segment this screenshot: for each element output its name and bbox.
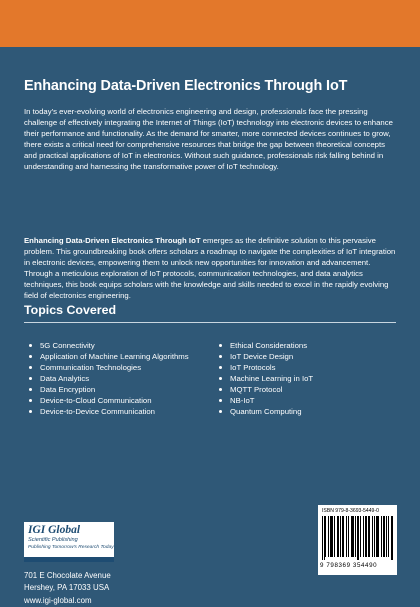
publisher-logo <box>24 522 114 562</box>
barcode-bar <box>358 516 359 560</box>
bullet-icon <box>219 344 222 347</box>
barcode-bar <box>360 516 361 557</box>
barcode-bar <box>369 516 370 557</box>
isbn-label: ISBN 979-8-3693-5449-0 <box>322 508 379 514</box>
barcode-bar <box>368 516 369 557</box>
barcode-bar <box>324 516 325 560</box>
topic-label: Machine Learning in IoT <box>230 374 314 384</box>
barcode-bar <box>365 516 366 557</box>
topic-item <box>29 362 214 373</box>
barcode-bar <box>383 516 384 557</box>
barcode-bar <box>366 516 367 557</box>
topic-label: Communication Technologies <box>40 363 142 373</box>
address-street: 701 E Chocolate Avenue <box>24 571 111 580</box>
logo-name: IGI Global <box>28 524 81 536</box>
barcode-bar <box>340 516 341 557</box>
topic-label: Application of Machine Learning Algorithms <box>40 352 189 362</box>
barcode-bar <box>352 516 353 557</box>
barcode-bar <box>332 516 333 557</box>
topics-list-left <box>29 340 214 417</box>
isbn-barcode <box>318 505 397 575</box>
barcode-bar <box>343 516 344 557</box>
topic-label: Device-to-Cloud Communication <box>40 396 152 406</box>
bullet-icon <box>219 388 222 391</box>
topic-item <box>219 395 404 406</box>
topic-label: Ethical Considerations <box>230 341 308 350</box>
bullet-icon <box>219 377 222 380</box>
bullet-icon <box>29 355 32 358</box>
barcode-bar <box>322 516 323 560</box>
top-color-band <box>0 0 420 47</box>
topic-item <box>219 384 404 395</box>
barcode-number: 9 798369 354490 <box>320 562 378 569</box>
topic-item <box>29 351 214 362</box>
topic-label: Quantum Computing <box>230 407 302 417</box>
address-city: Hershey, PA 17033 USA <box>24 583 110 593</box>
topics-divider <box>24 322 396 323</box>
logo-tagline: Publishing Tomorrow's Research Today <box>28 545 114 550</box>
topic-item <box>29 384 214 395</box>
publisher-website: www.igi-global.com <box>24 595 92 605</box>
topic-item <box>219 406 404 417</box>
barcode-bar <box>381 516 382 557</box>
barcode-bar <box>337 516 338 557</box>
solution-paragraph-title: Enhancing Data-Driven Electronics Through IoT <box>24 236 201 245</box>
barcode-bar <box>330 516 331 557</box>
bullet-icon <box>29 377 32 380</box>
barcode-bar <box>325 516 326 557</box>
barcode-bar <box>391 516 392 560</box>
barcode-bar <box>372 516 373 557</box>
bullet-icon <box>29 366 32 369</box>
barcode-bar <box>384 516 385 557</box>
barcode-bar <box>328 516 329 557</box>
topic-label: Device-to-Device Communication <box>40 407 155 417</box>
barcode-bar <box>376 516 377 557</box>
barcode-bar <box>342 516 343 557</box>
barcode-bar <box>338 516 339 557</box>
barcode-bar <box>334 516 335 557</box>
bullet-icon <box>29 399 32 402</box>
bullet-icon <box>219 355 222 358</box>
barcode-bar <box>388 516 389 557</box>
bullet-icon <box>219 399 222 402</box>
topic-item <box>219 351 404 362</box>
barcode-bar <box>374 516 375 557</box>
barcode-bar <box>377 516 378 557</box>
barcode-bar <box>363 516 364 557</box>
topic-label: IoT Device Design <box>230 352 294 362</box>
topics-list-right <box>219 340 404 417</box>
topic-item <box>29 406 214 417</box>
topic-label: Data Encryption <box>40 385 96 395</box>
intro-paragraph: In today’s ever-evolving world of electronics engineering and design, professionals face the pressing challenge of effectively integrating the Internet of Things (IoT) technology into electronic devices to enhance their performance and functionality. As the demand for smarter, more connected devices continues to grow, there exists a critical need for comprehensive resources that bridge the gap between theoretical concepts and practical applications of IoT in electronics. Without such guidance, professionals risk falling behind in understanding and harnessing the transformative power of IoT technology. <box>24 107 393 172</box>
barcode-bars <box>322 516 393 560</box>
topic-label: 5G Connectivity <box>40 341 95 350</box>
barcode-bar <box>331 516 332 557</box>
topic-label: Data Analytics <box>40 374 90 384</box>
book-title: Enhancing Data-Driven Electronics Through IoT <box>24 78 348 94</box>
bullet-icon <box>29 344 32 347</box>
topic-item <box>219 340 404 351</box>
topic-label: NB-IoT <box>230 396 255 406</box>
bullet-icon <box>219 366 222 369</box>
barcode-bar <box>378 516 379 557</box>
bullet-icon <box>219 410 222 413</box>
logo-subtitle: Scientific Publishing <box>28 537 78 543</box>
topic-item <box>219 362 404 373</box>
barcode-bar <box>355 516 356 557</box>
bullet-icon <box>29 410 32 413</box>
topic-item <box>29 340 214 351</box>
topic-item <box>29 395 214 406</box>
logo-bar <box>24 557 114 562</box>
barcode-bar <box>346 516 347 557</box>
barcode-bar <box>386 516 387 557</box>
topic-item <box>29 373 214 384</box>
topics-heading: Topics Covered <box>24 303 117 317</box>
bullet-icon <box>29 388 32 391</box>
topic-label: MQTT Protocol <box>230 385 283 395</box>
barcode-bar <box>353 516 354 557</box>
barcode-bar <box>392 516 393 560</box>
barcode-bar <box>351 516 352 557</box>
publisher-address <box>24 570 224 607</box>
barcode-bar <box>357 516 358 560</box>
barcode-bar <box>348 516 349 557</box>
solution-paragraph-text: emerges as the definitive solution to this pervasive problem. This groundbreaking book offers scholars a roadmap to navigate the complexities of IoT integration in electronic devices, empowering them to unlock new opportunities for innovation and advancement. Through a meticulous exploration of IoT protocols, communication technologies, and data analytics techniques, this book equips scholars with the knowledge and skills needed to excel in the rapidly evolving field of electronics engineering. <box>24 236 396 301</box>
topic-label: IoT Protocols <box>230 363 276 373</box>
topic-item <box>219 373 404 384</box>
solution-paragraph <box>24 235 400 301</box>
